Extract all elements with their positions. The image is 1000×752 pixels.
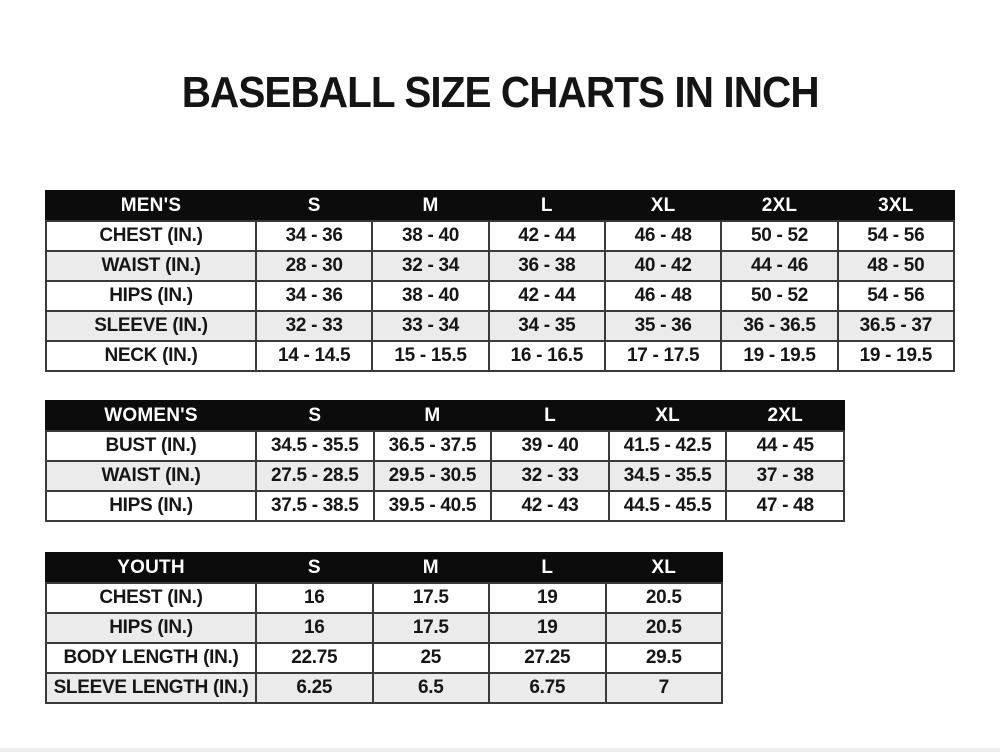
womens-size-value-cell: 44 - 45	[726, 431, 844, 461]
mens-size-value-cell: 42 - 44	[489, 221, 605, 251]
womens-size-value-cell: 27.5 - 28.5	[256, 461, 374, 491]
mens-row-label: HIPS (IN.)	[46, 281, 256, 311]
youth-size-value-cell: 17.5	[373, 583, 490, 613]
womens-size-value-cell: 47 - 48	[726, 491, 844, 521]
womens-group-header: WOMEN'S	[46, 401, 256, 431]
mens-size-value-cell: 34 - 35	[489, 311, 605, 341]
mens-size-value-cell: 38 - 40	[372, 281, 488, 311]
mens-table-row	[46, 281, 954, 311]
youth-size-column-header: M	[373, 553, 490, 583]
womens-header-row	[46, 401, 844, 431]
mens-size-value-cell: 38 - 40	[372, 221, 488, 251]
youth-size-value-cell: 16	[256, 613, 373, 643]
youth-size-column-header: L	[489, 553, 606, 583]
womens-table-row	[46, 431, 844, 461]
youth-size-value-cell: 17.5	[373, 613, 490, 643]
mens-size-value-cell: 42 - 44	[489, 281, 605, 311]
womens-size-value-cell: 29.5 - 30.5	[374, 461, 492, 491]
youth-size-value-cell: 16	[256, 583, 373, 613]
mens-size-value-cell: 46 - 48	[605, 281, 721, 311]
youth-header-row	[46, 553, 722, 583]
photo-edge-strip	[0, 748, 1000, 752]
youth-table-row	[46, 583, 722, 613]
womens-size-column-header: L	[491, 401, 609, 431]
youth-row-label: SLEEVE LENGTH (IN.)	[46, 673, 256, 703]
youth-row-label: HIPS (IN.)	[46, 613, 256, 643]
youth-table-row	[46, 673, 722, 703]
youth-size-value-cell: 6.75	[489, 673, 606, 703]
mens-size-chart-table	[45, 190, 955, 372]
page-title-text: BASEBALL SIZE CHARTS IN INCH	[181, 68, 819, 117]
mens-size-column-header: 2XL	[721, 191, 837, 221]
youth-size-value-cell: 20.5	[606, 613, 723, 643]
youth-size-value-cell: 22.75	[256, 643, 373, 673]
mens-row-label: WAIST (IN.)	[46, 251, 256, 281]
womens-row-label: WAIST (IN.)	[46, 461, 256, 491]
youth-size-value-cell: 19	[489, 583, 606, 613]
mens-size-value-cell: 40 - 42	[605, 251, 721, 281]
mens-size-value-cell: 54 - 56	[838, 281, 954, 311]
mens-size-value-cell: 50 - 52	[721, 281, 837, 311]
womens-size-value-cell: 44.5 - 45.5	[609, 491, 727, 521]
mens-size-column-header: 3XL	[838, 191, 954, 221]
youth-table-row	[46, 643, 722, 673]
mens-size-value-cell: 19 - 19.5	[838, 341, 954, 371]
mens-size-value-cell: 34 - 36	[256, 281, 372, 311]
mens-size-value-cell: 36 - 38	[489, 251, 605, 281]
mens-size-value-cell: 36.5 - 37	[838, 311, 954, 341]
youth-size-column-header: S	[256, 553, 373, 583]
mens-size-value-cell: 33 - 34	[372, 311, 488, 341]
mens-size-value-cell: 32 - 34	[372, 251, 488, 281]
mens-table-row	[46, 251, 954, 281]
mens-size-value-cell: 19 - 19.5	[721, 341, 837, 371]
mens-size-value-cell: 28 - 30	[256, 251, 372, 281]
mens-size-value-cell: 50 - 52	[721, 221, 837, 251]
youth-group-header: YOUTH	[46, 553, 256, 583]
mens-size-value-cell: 54 - 56	[838, 221, 954, 251]
mens-size-value-cell: 35 - 36	[605, 311, 721, 341]
mens-size-value-cell: 14 - 14.5	[256, 341, 372, 371]
youth-size-value-cell: 19	[489, 613, 606, 643]
youth-size-value-cell: 6.25	[256, 673, 373, 703]
mens-size-value-cell: 44 - 46	[721, 251, 837, 281]
mens-row-label: CHEST (IN.)	[46, 221, 256, 251]
womens-size-value-cell: 42 - 43	[491, 491, 609, 521]
mens-table-row	[46, 311, 954, 341]
youth-size-chart-table	[45, 552, 723, 704]
womens-size-value-cell: 32 - 33	[491, 461, 609, 491]
womens-size-chart-table	[45, 400, 845, 522]
mens-header-row	[46, 191, 954, 221]
mens-row-label: NECK (IN.)	[46, 341, 256, 371]
womens-table-row	[46, 491, 844, 521]
mens-size-value-cell: 46 - 48	[605, 221, 721, 251]
mens-size-value-cell: 32 - 33	[256, 311, 372, 341]
womens-size-column-header: M	[374, 401, 492, 431]
youth-row-label: BODY LENGTH (IN.)	[46, 643, 256, 673]
youth-size-value-cell: 20.5	[606, 583, 723, 613]
mens-table-row	[46, 341, 954, 371]
mens-size-value-cell: 15 - 15.5	[372, 341, 488, 371]
mens-size-column-header: M	[372, 191, 488, 221]
womens-table-row	[46, 461, 844, 491]
mens-size-value-cell: 34 - 36	[256, 221, 372, 251]
mens-size-column-header: XL	[605, 191, 721, 221]
womens-size-value-cell: 39.5 - 40.5	[374, 491, 492, 521]
womens-size-value-cell: 34.5 - 35.5	[256, 431, 374, 461]
youth-size-value-cell: 29.5	[606, 643, 723, 673]
mens-size-column-header: L	[489, 191, 605, 221]
youth-size-value-cell: 6.5	[373, 673, 490, 703]
youth-size-column-header: XL	[606, 553, 723, 583]
youth-table-row	[46, 613, 722, 643]
womens-size-value-cell: 41.5 - 42.5	[609, 431, 727, 461]
womens-size-value-cell: 34.5 - 35.5	[609, 461, 727, 491]
womens-row-label: BUST (IN.)	[46, 431, 256, 461]
mens-row-label: SLEEVE (IN.)	[46, 311, 256, 341]
youth-size-value-cell: 7	[606, 673, 723, 703]
mens-size-value-cell: 16 - 16.5	[489, 341, 605, 371]
womens-size-value-cell: 39 - 40	[491, 431, 609, 461]
womens-size-value-cell: 37.5 - 38.5	[256, 491, 374, 521]
mens-size-value-cell: 36 - 36.5	[721, 311, 837, 341]
youth-row-label: CHEST (IN.)	[46, 583, 256, 613]
womens-size-column-header: XL	[609, 401, 727, 431]
womens-row-label: HIPS (IN.)	[46, 491, 256, 521]
mens-size-value-cell: 48 - 50	[838, 251, 954, 281]
womens-size-value-cell: 37 - 38	[726, 461, 844, 491]
mens-group-header: MEN'S	[46, 191, 256, 221]
youth-size-value-cell: 27.25	[489, 643, 606, 673]
womens-size-column-header: 2XL	[726, 401, 844, 431]
mens-size-column-header: S	[256, 191, 372, 221]
youth-size-value-cell: 25	[373, 643, 490, 673]
womens-size-value-cell: 36.5 - 37.5	[374, 431, 492, 461]
mens-size-value-cell: 17 - 17.5	[605, 341, 721, 371]
page-title	[0, 68, 1000, 118]
womens-size-column-header: S	[256, 401, 374, 431]
mens-table-row	[46, 221, 954, 251]
